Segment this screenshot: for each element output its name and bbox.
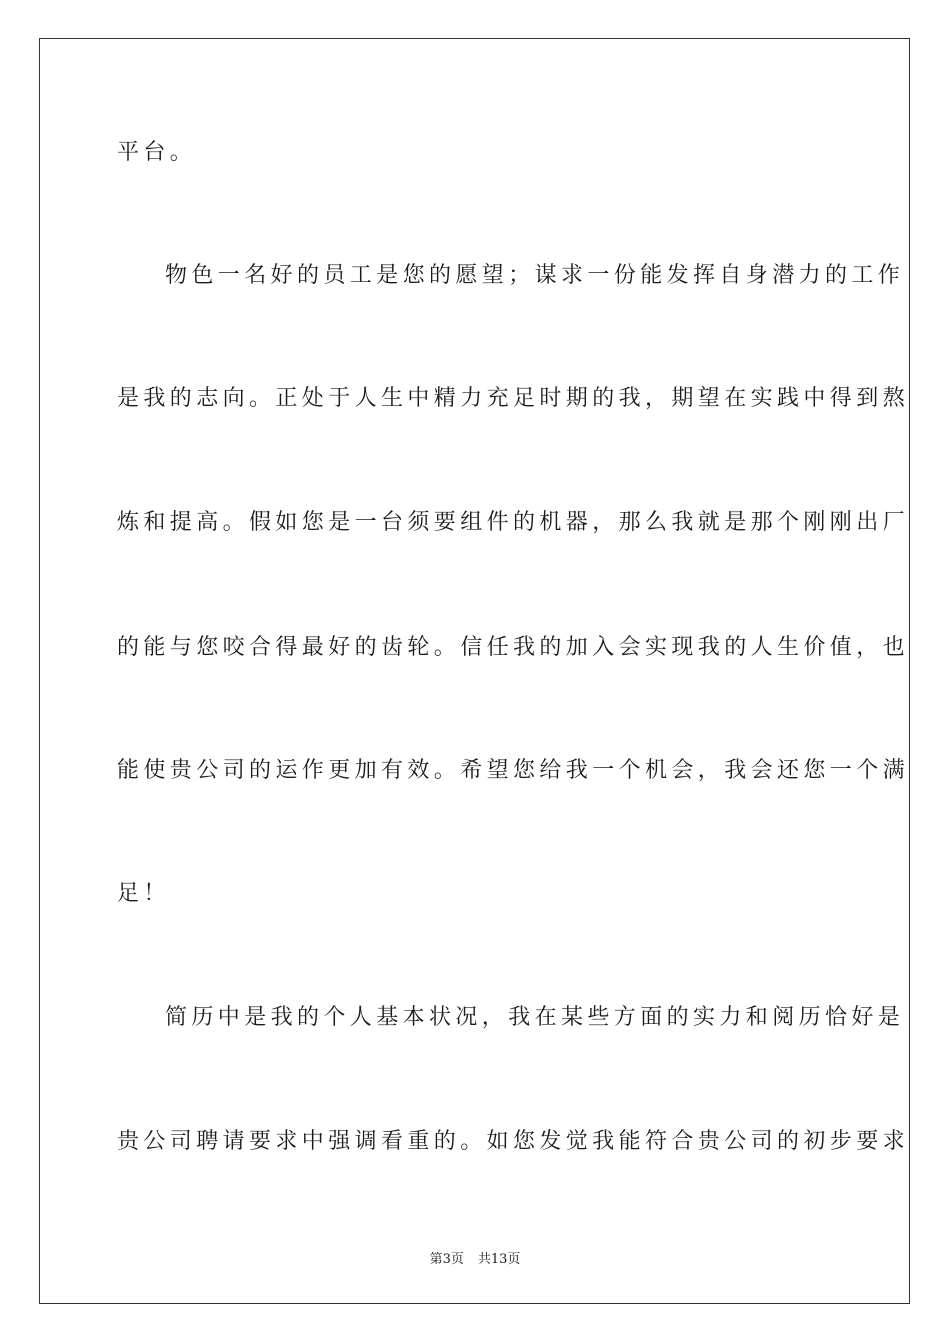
text-line: 足！ bbox=[117, 881, 170, 906]
page-total: 共13页 bbox=[477, 1252, 521, 1267]
page-footer bbox=[0, 1248, 950, 1267]
page-border bbox=[39, 38, 910, 1304]
text-line: 贵公司聘请要求中强调看重的。如您发觉我能符合贵公司的初步要求 bbox=[117, 1129, 910, 1154]
paragraph-start-line: 简历中是我的个人基本状况，我在某些方面的实力和阅历恰好是 bbox=[165, 1005, 905, 1030]
text-line: 是我的志向。正处于人生中精力充足时期的我，期望在实践中得到熬 bbox=[117, 386, 910, 411]
text-line: 炼和提高。假如您是一台须要组件的机器，那么我就是那个刚刚出厂 bbox=[117, 510, 910, 535]
text-line: 能使贵公司的运作更加有效。希望您给我一个机会，我会还您一个满 bbox=[117, 758, 910, 783]
text-line: 平台。 bbox=[117, 140, 197, 165]
text-line: 的能与您咬合得最好的齿轮。信任我的加入会实现我的人生价值，也 bbox=[117, 635, 910, 660]
paragraph-start-line: 物色一名好的员工是您的愿望；谋求一份能发挥自身潜力的工作 bbox=[165, 263, 905, 288]
page-number: 第3页 bbox=[429, 1252, 464, 1267]
